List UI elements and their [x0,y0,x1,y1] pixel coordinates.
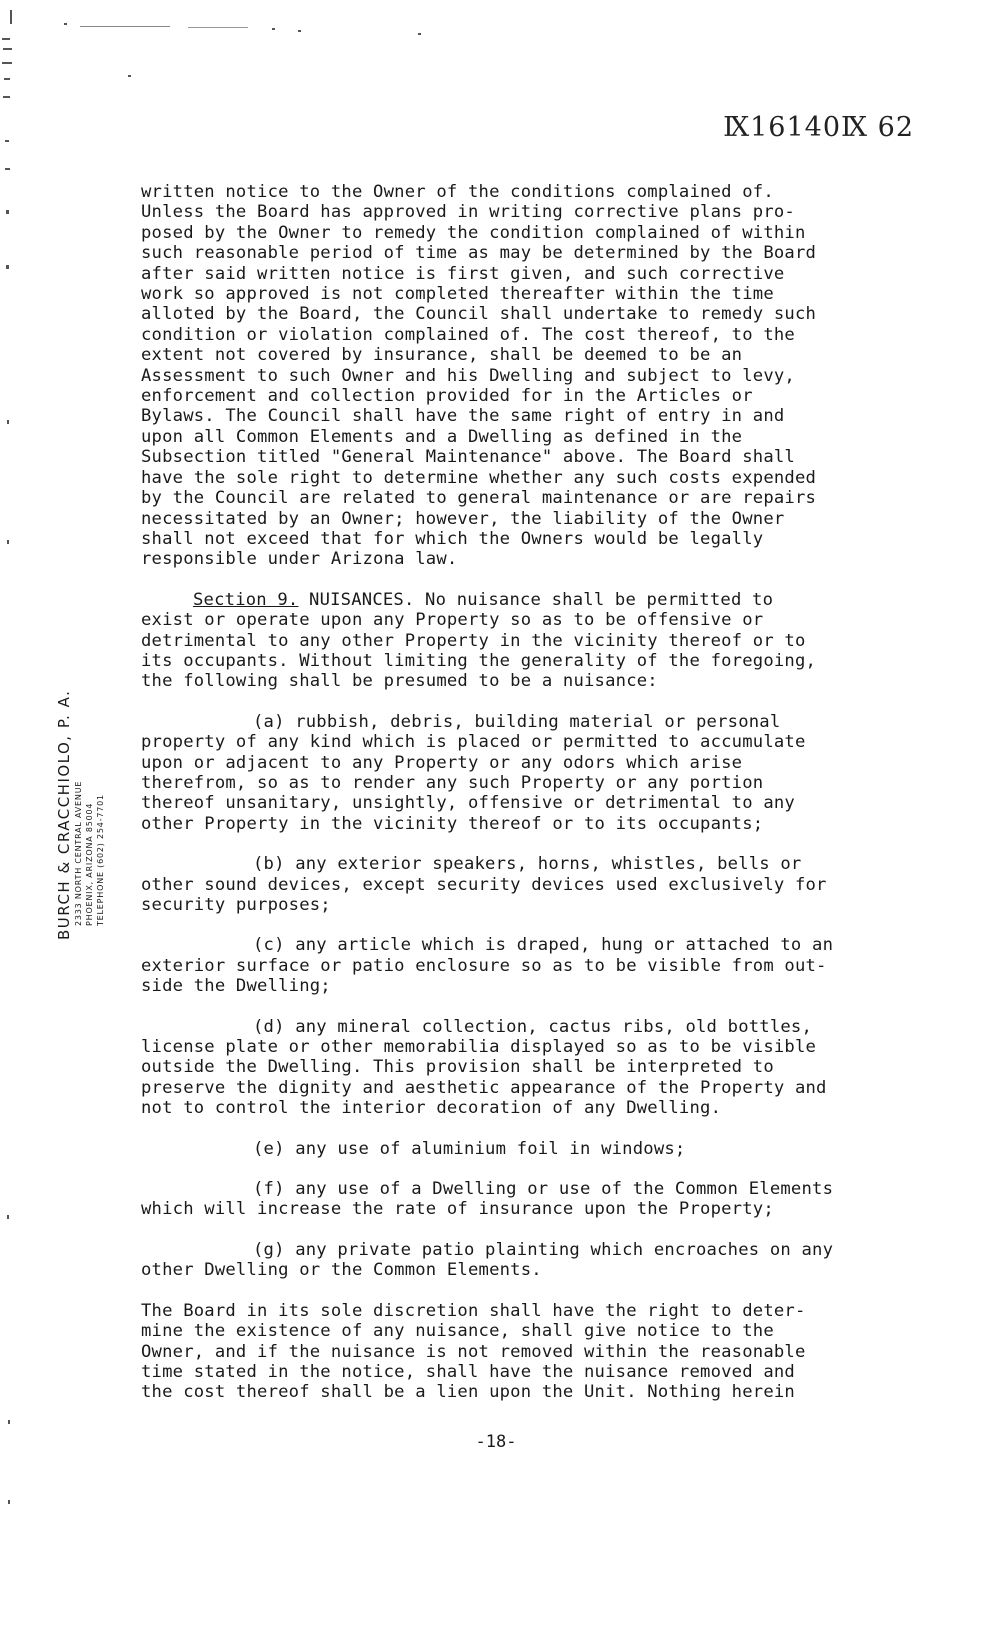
text-line: other Dwelling or the Common Elements. [141,1260,542,1281]
scan-speck [8,1500,10,1504]
scan-speck [2,38,10,40]
scan-speck [64,23,67,25]
nuisance-item-c [141,935,931,996]
nuisance-item-f [141,1179,931,1220]
text-line: mine the existence of any nuisance, shall give notice to the [141,1321,774,1342]
section-9-first-line [141,590,931,610]
scan-speck [6,210,9,214]
scan-speck [6,265,9,269]
scan-speck [272,28,275,30]
closing-paragraph [141,1301,931,1403]
nuisance-item-e [141,1139,931,1159]
scan-speck [5,140,9,142]
scan-speck [3,96,10,98]
nuisance-item-a [141,712,931,834]
letterhead-city: PHOENIX, ARIZONA 85004 [85,802,94,926]
text-line: after said written notice is first given, and such corrective [141,263,785,284]
letterhead-telephone: TELEPHONE (602) 254-7701 [96,794,105,926]
section-9-nuisances [141,590,931,692]
nuisance-item-b [141,854,931,915]
text-line: thereof unsanitary, unsightly, offensive or detrimental to any [141,793,795,814]
text-line: condition or violation complained of. The cost thereof, to the [141,324,795,345]
text-line: extent not covered by insurance, shall be deemed to be an [141,345,743,366]
text-line: (d) any mineral collection, cactus ribs, old bottles, [253,1016,813,1037]
scan-speck [7,420,9,424]
scan-speck [2,62,12,64]
text-line: Subsection titled "General Maintenance" above. The Board shall [141,447,795,468]
scan-speck [5,168,10,170]
text-line: which will increase the rate of insurance upon the Property; [141,1199,774,1220]
text-line: the cost thereof shall be a lien upon the Unit. Nothing herein [141,1382,795,1403]
scan-speck [80,26,170,27]
scan-speck [7,1215,9,1219]
continuation-paragraph [141,182,931,570]
nuisance-item-d [141,1017,931,1119]
text-line: exterior surface or patio enclosure so as to be visible from out- [141,955,827,976]
scan-speck [298,30,301,32]
scan-speck [418,33,421,35]
section-9-heading: Section 9. [193,589,299,610]
text-line: (b) any exterior speakers, horns, whistles, bells or [253,854,802,875]
text-line: license plate or other memorabilia displayed so as to be visible [141,1037,817,1058]
text-line: its occupants. Without limiting the generality of the foregoing, [141,650,817,671]
document-body [141,182,931,1423]
text-line: by the Council are related to general maintenance or are repairs [141,488,817,509]
text-line: time stated in the notice, shall have the nuisance removed and [141,1361,795,1382]
text-line: (f) any use of a Dwelling or use of the Common Elements [253,1179,834,1200]
recording-book-page-number: Ⅸ16140Ⅸ 62 [723,112,914,143]
scan-speck [128,75,131,77]
scan-speck [10,10,12,24]
text-line: side the Dwelling; [141,976,331,997]
text-line: the following shall be presumed to be a nuisance: [141,671,658,692]
page-number: -18- [475,1432,517,1452]
letterhead-address: 2333 NORTH CENTRAL AVENUE [74,780,83,926]
scan-speck [4,78,10,80]
text-line: outside the Dwelling. This provision shall be interpreted to [141,1057,774,1078]
text-line: have the sole right to determine whether any such costs expended [141,467,817,488]
law-firm-letterhead [55,690,106,940]
text-line: Assessment to such Owner and his Dwelling and subject to levy, [141,365,795,386]
text-line: such reasonable period of time as may be determined by the Board [141,243,817,264]
scan-speck [7,540,9,544]
text-line: (g) any private patio plainting which encroaches on any [253,1239,834,1260]
law-firm-name: BURCH & CRACCHIOLO, P. A. [55,689,73,940]
text-line: responsible under Arizona law. [141,549,458,570]
text-line: NUISANCES. No nuisance shall be permitted to [298,589,774,610]
text-line: preserve the dignity and aesthetic appearance of the Property and [141,1077,827,1098]
text-line: upon or adjacent to any Property or any odors which arise [141,752,743,773]
text-line: not to control the interior decoration of any Dwelling. [141,1098,722,1119]
nuisance-item-g [141,1240,931,1281]
text-line: property of any kind which is placed or permitted to accumulate [141,732,806,753]
text-line: enforcement and collection provided for in the Articles or [141,386,753,407]
text-line: shall not exceed that for which the Owners would be legally [141,528,764,549]
scan-speck [8,1420,10,1424]
text-line: Owner, and if the nuisance is not removed within the reasonable [141,1341,806,1362]
text-line: Unless the Board has approved in writing corrective plans pro- [141,202,795,223]
text-line: exist or operate upon any Property so as to be offensive or [141,610,764,631]
text-line: upon all Common Elements and a Dwelling as defined in the [141,426,743,447]
text-line: written notice to the Owner of the conditions complained of. [141,182,774,202]
text-line: necessitated by an Owner; however, the liability of the Owner [141,508,785,529]
text-line: (a) rubbish, debris, building material or personal [253,711,781,732]
text-line: therefrom, so as to render any such Property or any portion [141,772,764,793]
text-line: security purposes; [141,895,331,915]
scan-speck [188,27,248,28]
text-line: The Board in its sole discretion shall have the right to deter- [141,1300,806,1321]
text-line: work so approved is not completed thereafter within the time [141,284,774,305]
text-line: (c) any article which is draped, hung or attached to an [253,935,834,956]
text-line: other Property in the vicinity thereof or to its occupants; [141,813,764,834]
text-line: posed by the Owner to remedy the condition complained of within [141,222,806,243]
text-line: (e) any use of aluminium foil in windows; [253,1138,686,1159]
text-line: detrimental to any other Property in the vicinity thereof or to [141,630,806,651]
text-line: alloted by the Board, the Council shall undertake to remedy such [141,304,817,325]
text-line: other sound devices, except security devices used exclusively for [141,874,827,895]
scan-speck [3,48,12,50]
text-line: Bylaws. The Council shall have the same right of entry in and [141,406,785,427]
